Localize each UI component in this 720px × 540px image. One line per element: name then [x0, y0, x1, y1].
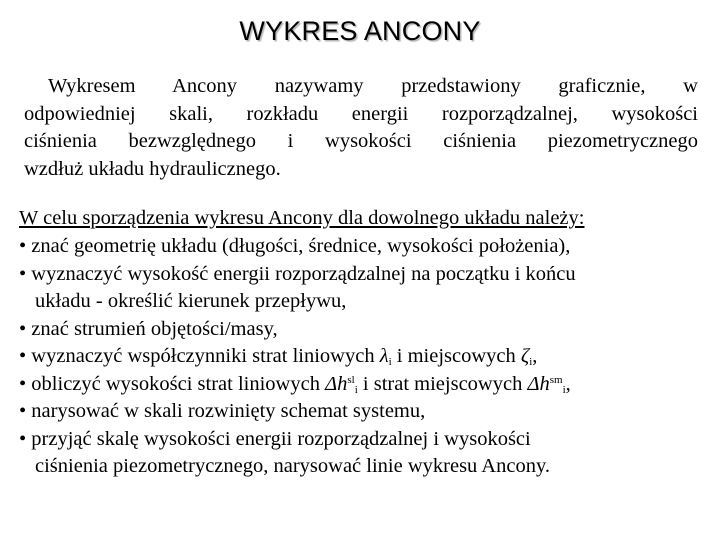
list-item-text: • wyznaczyć współczynniki strat liniowych	[19, 345, 380, 367]
list-item-continuation: ciśnienia piezometrycznego, narysować linie wykresu Ancony.	[35, 455, 550, 477]
definition-line: Wykresem Ancony nazywamy przedstawiony graficznie, w	[48, 75, 698, 97]
list-item-text: • znać strumień objętości/masy,	[19, 317, 278, 340]
superscript: sm	[549, 373, 563, 386]
definition-line: ciśnienia bezwzględnego i wysokości ciśnienia piezometrycznego	[24, 130, 698, 152]
zeta-symbol: ζ	[520, 345, 530, 367]
definition-line: wzdłuż układu hydraulicznego.	[24, 157, 281, 180]
list-item-continuation: układu - określić kierunek przepływu,	[35, 290, 347, 312]
list-item-text: • obliczyć wysokości strat liniowych	[19, 372, 326, 395]
delta-h-symbol: Δh	[325, 372, 348, 395]
subscript: i	[388, 356, 392, 368]
subscript: i	[529, 356, 533, 368]
definition-paragraph	[24, 73, 698, 183]
lambda-symbol: λ	[379, 345, 389, 367]
list-item	[19, 261, 576, 316]
list-item	[19, 398, 576, 426]
list-item	[19, 343, 576, 371]
list-item-text: • przyjąć skalę wysokości energii rozporządzalnej i wysokości	[19, 427, 531, 450]
list-item-text: i strat miejscowych	[357, 372, 528, 395]
subscript: i	[562, 383, 566, 396]
page-title: WYKRES ANCONY	[239, 16, 481, 46]
list-item-text: i miejscowych	[391, 345, 521, 367]
list-item	[19, 371, 576, 399]
list-item-text: • znać geometrię układu (długości, średnice, wysokości położenia),	[19, 235, 571, 257]
list-item	[19, 426, 576, 481]
list-item-text: ,	[532, 345, 538, 367]
list-item-text: ,	[565, 372, 571, 395]
list-item	[19, 233, 576, 261]
list-item	[19, 316, 576, 344]
list-item-text: • wyznaczyć wysokość energii rozporządzalnej na początku i końcu	[19, 262, 576, 285]
definition-line: odpowiedniej skali, rozkładu energii rozporządzalnej, wysokości	[24, 102, 698, 125]
delta-h-symbol: Δh	[527, 372, 550, 395]
list-heading: W celu sporządzenia wykresu Ancony dla dowolnego układu należy:	[19, 207, 585, 229]
superscript: sl	[347, 373, 355, 386]
subscript: i	[354, 383, 358, 396]
list-item-text: • narysować w skali rozwinięty schemat systemu,	[19, 400, 426, 422]
steps-list	[19, 233, 576, 481]
